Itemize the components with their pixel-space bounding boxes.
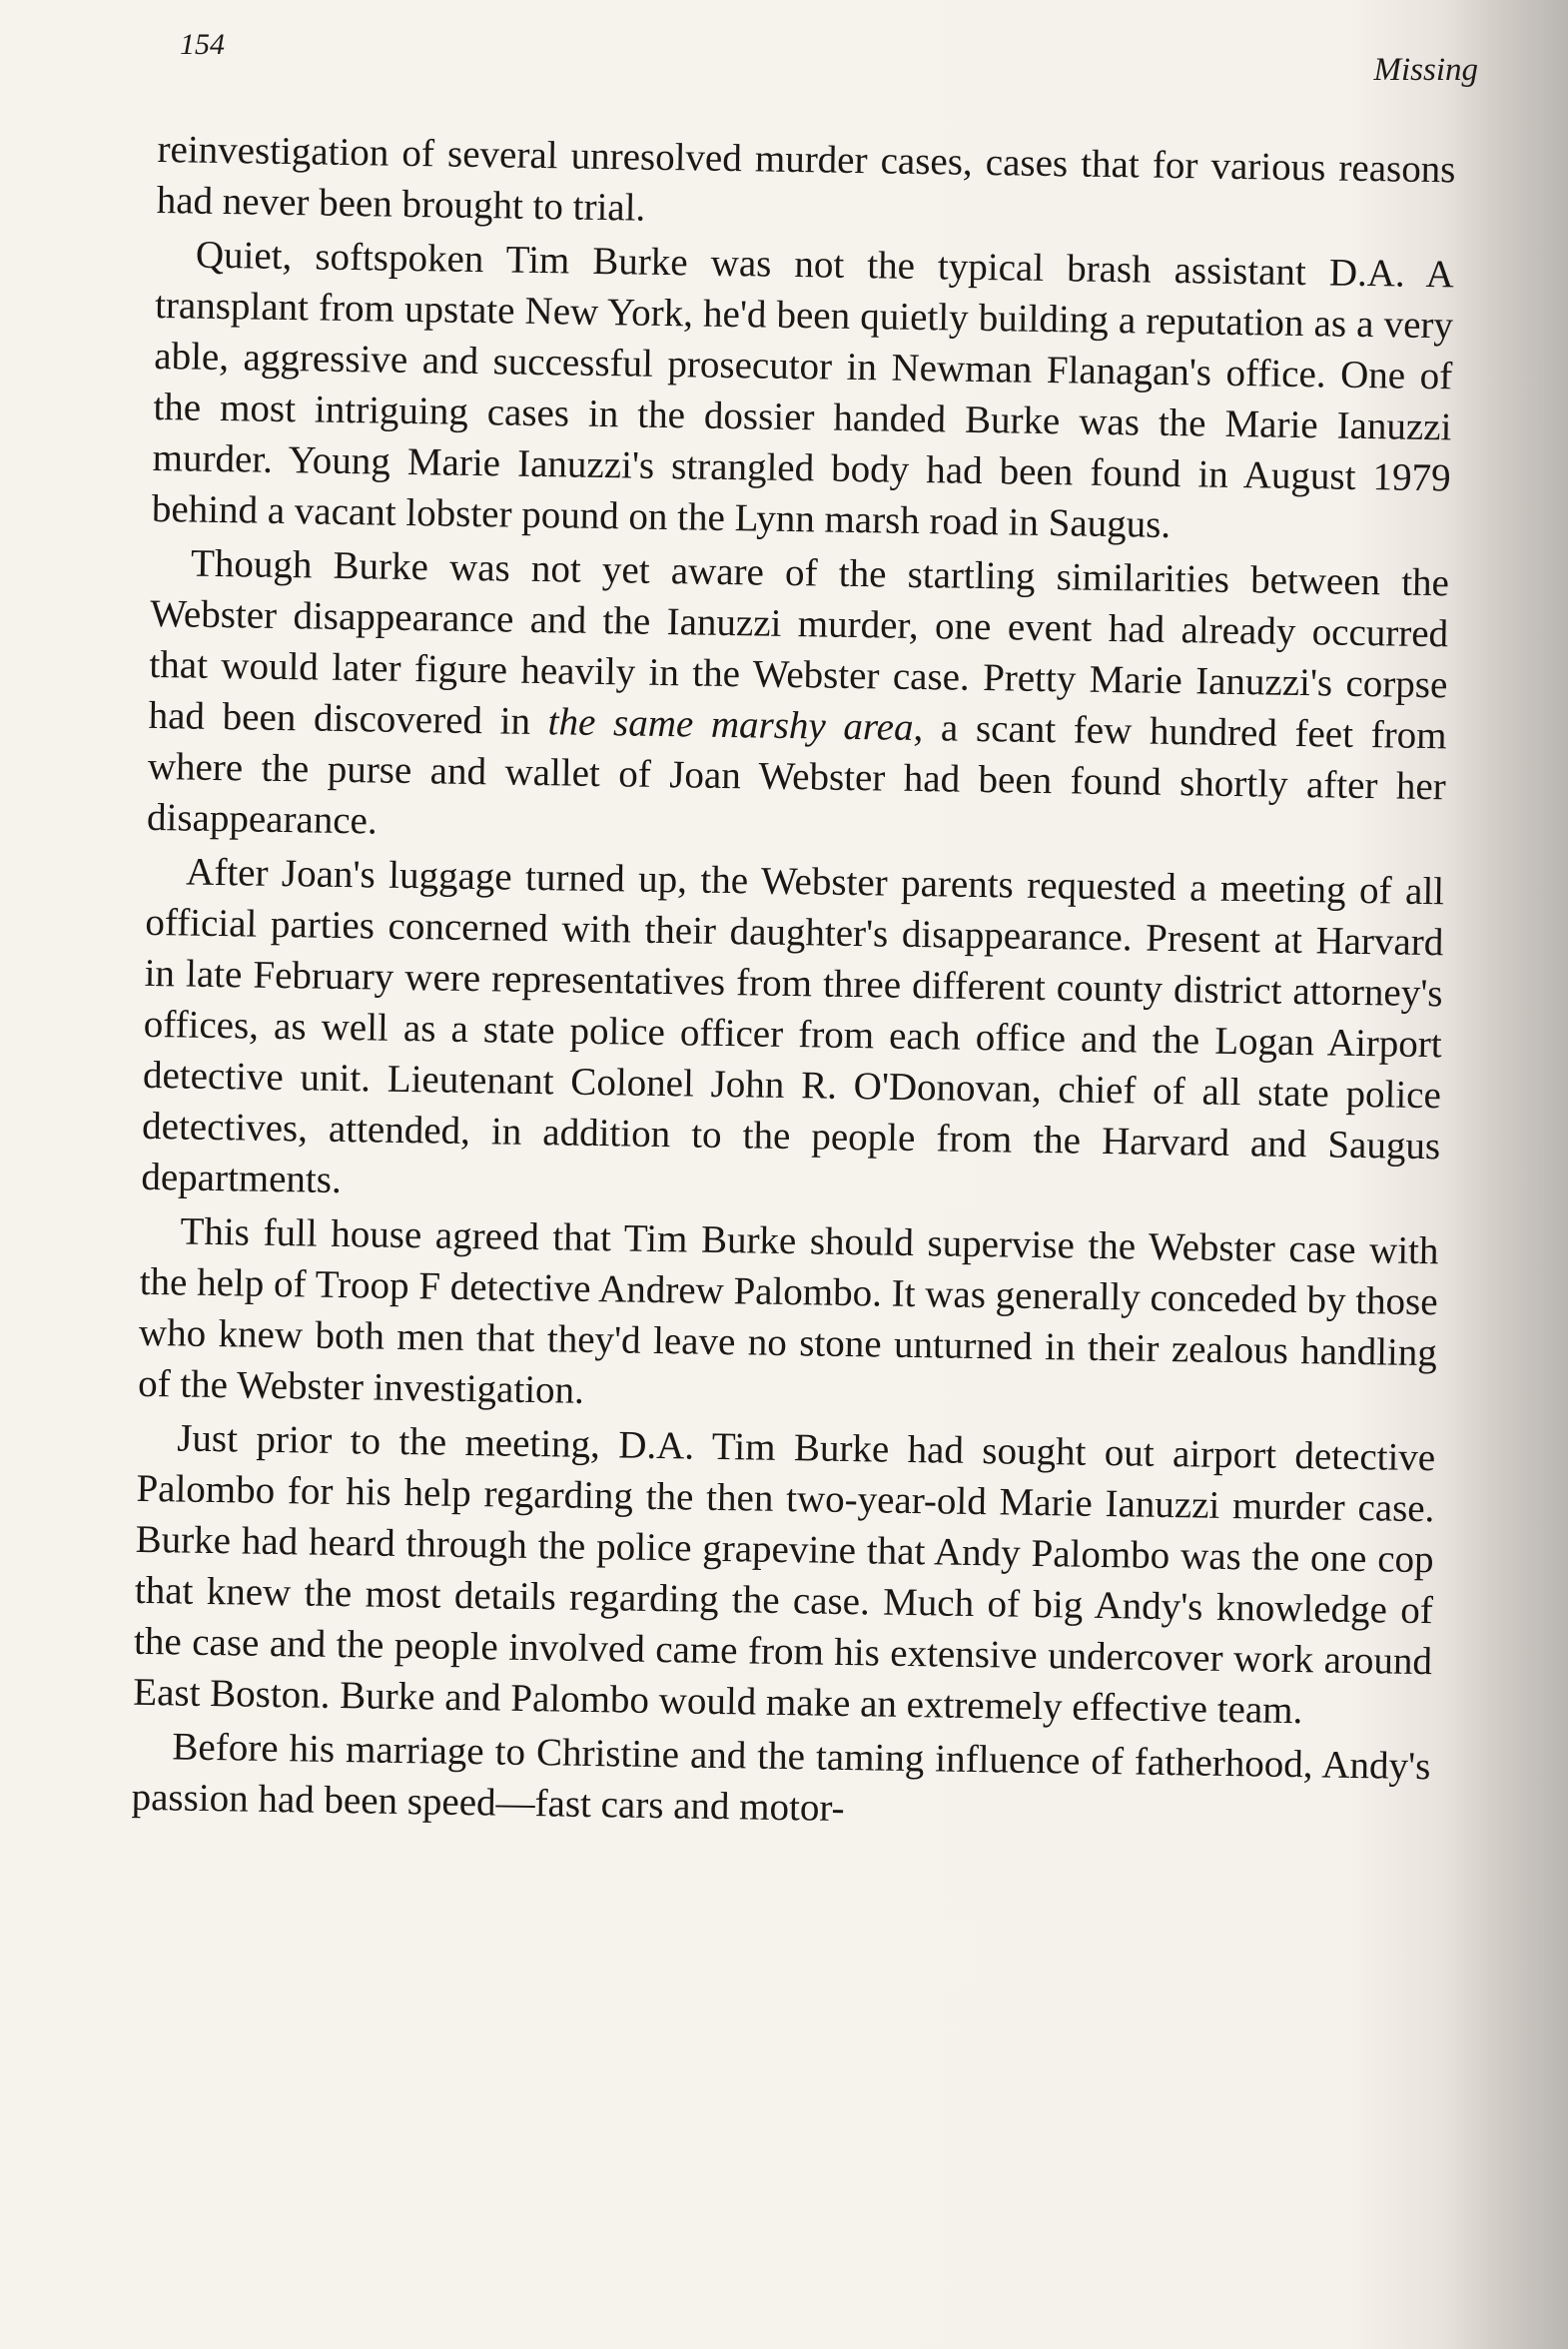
paragraph-7: Before his marriage to Christine and the taming influence of fatherhood, Andy's passion had been speed—fast cars and motor- — [131, 1725, 1431, 1831]
paragraph-1: reinvestigation of several unresolved murder cases, cases that for various reasons had never been brought to trial. — [156, 127, 1456, 230]
paragraph-3-emphasis: the same marshy area — [547, 700, 914, 749]
body-text — [131, 124, 1456, 1846]
paragraph-3 — [147, 537, 1450, 863]
paragraph-2: Quiet, softspoken Tim Burke was not the typical brash assistant D.A. A transplant from upstate New York, he'd been quietly building a reputation as a very able, aggressive and successful prosecutor in Newman Flanagan's office. One of the most intriguing cases in the dossier handed Burke was the Marie Ianuzzi murder. Young Marie Ianuzzi's strangled body had been found in August 1979 behind a vacant lobster pound on the Lynn marsh road in Saugus. — [151, 233, 1455, 546]
page-number: 154 — [180, 28, 225, 61]
running-head — [180, 24, 1478, 88]
paragraph-6: Just prior to the meeting, D.A. Tim Burke had sought out airport detective Palombo for his help regarding the then two-year-old Marie Ianuzzi murder case. Burke had heard through the police grapevine that Andy Palombo was the one cop that knew the most details regarding the case. Much of big Andy's knowledge of the case and the people involved came from his extensive undercover work around East Boston. Burke and Palombo would make an extremely effective team. — [132, 1416, 1436, 1733]
paragraph-3-part-1: Though Burke was not yet aware of the startling similarities between the Webster disappearance and the Ianuzzi murder, one event had already occurred that would later figure heavily in the Webster case. Pretty Marie Ianuzzi's corpse had been discovered in — [148, 541, 1450, 744]
paragraph-4: After Joan's luggage turned up, the Webster parents requested a meeting of all official parties concerned with their daughter's disappearance. Present at Harvard in late February were representatives from three different county district attorney's offices, as well as a state police officer from each office and the Logan Airport detective unit. Lieutenant Colonel John R. O'Donovan, chief of all state police detectives, attended, in addition to the people from the Harvard and Saugus departments. — [141, 850, 1445, 1202]
paragraph-5: This full house agreed that Tim Burke should supervise the Webster case with the help of Troop F detective Andrew Palombo. It was generally conceded by those who knew both men that they'd leave no stone unturned in their zealous handling of the Webster investigation. — [137, 1209, 1439, 1412]
paragraph-3-part-2: , a scant few hundred feet from where the purse and wallet of Joan Webster had been found shortly after her disappearance. — [146, 705, 1447, 843]
book-title: Missing — [1373, 52, 1478, 88]
